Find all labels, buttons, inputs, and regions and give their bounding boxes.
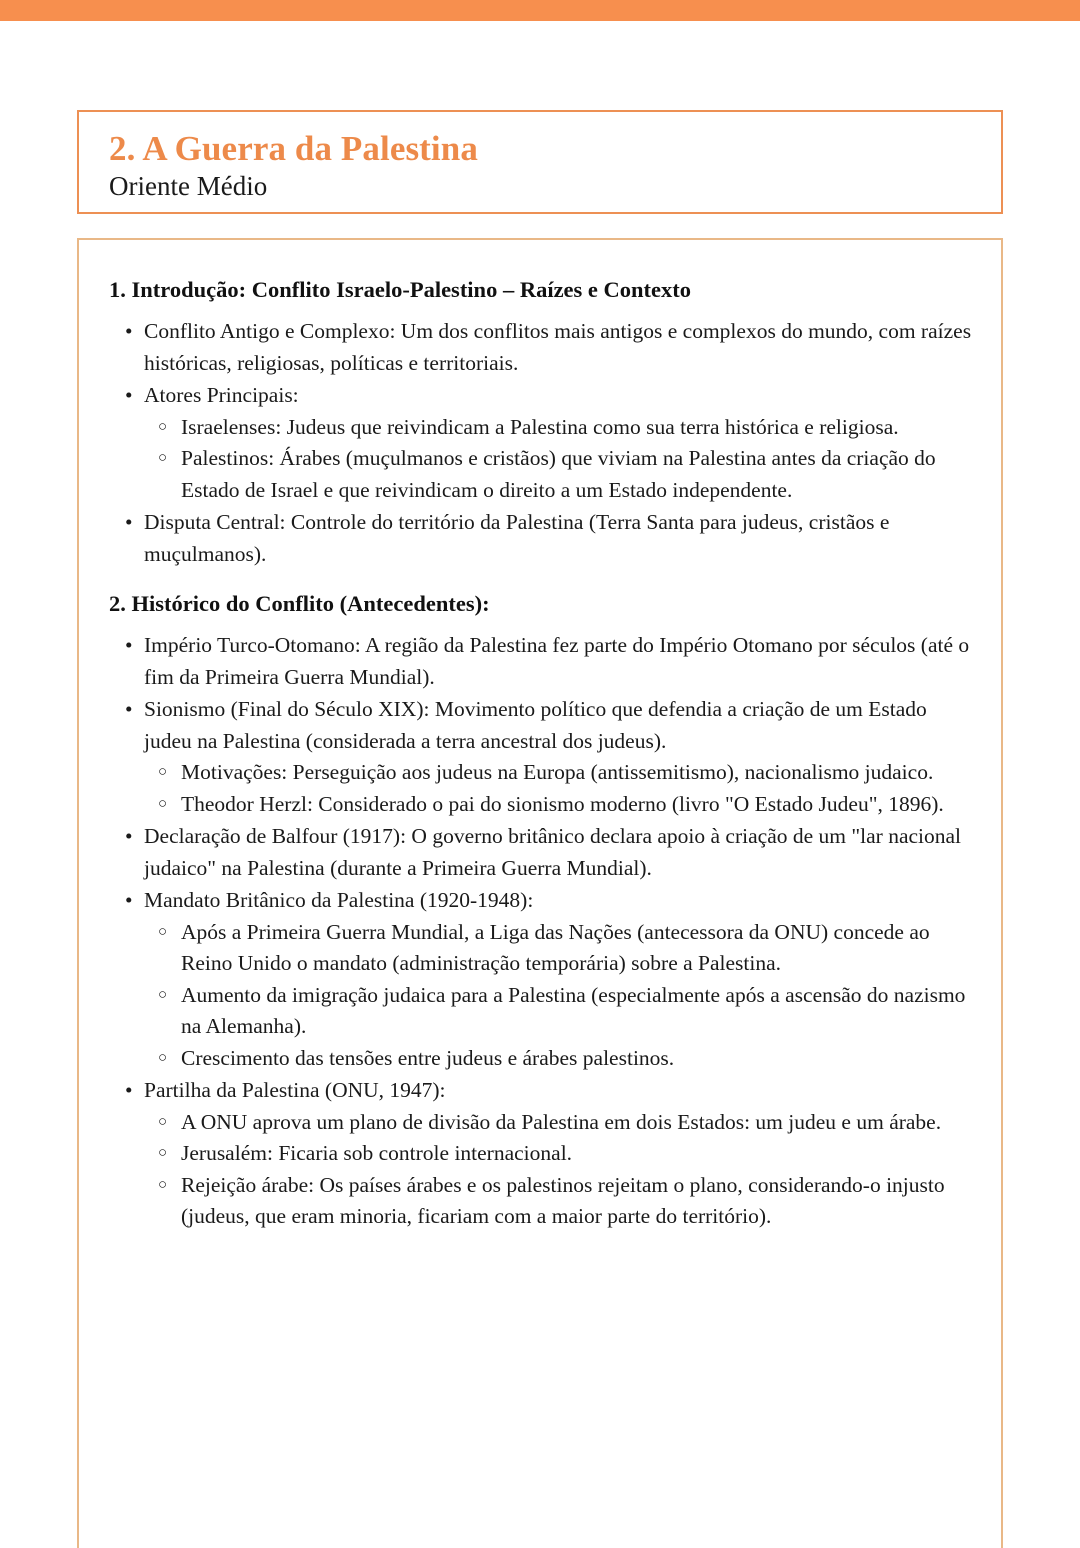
sub-bullet-marker-icon: ○ xyxy=(158,764,168,780)
bullet-list xyxy=(109,630,975,1233)
sub-list-item xyxy=(144,1170,975,1233)
bullet-marker-icon: • xyxy=(125,633,133,657)
list-item-text: Império Turco-Otomano: A região da Palestina fez parte do Império Otomano por séculos (até o fim da Primeira Guerra Mundial). xyxy=(144,633,970,689)
list-item xyxy=(109,630,975,693)
sub-list-item xyxy=(144,412,975,444)
sub-bullet-marker-icon: ○ xyxy=(158,1049,168,1066)
list-item xyxy=(109,316,975,379)
bullet-marker-icon: • xyxy=(125,824,133,848)
sub-bullet-marker-icon: ○ xyxy=(158,1113,168,1130)
sub-bullet-marker-icon: ○ xyxy=(158,1176,168,1193)
bullet-list xyxy=(109,316,975,570)
sub-bullet-list xyxy=(144,412,975,507)
sub-list-item xyxy=(144,1107,975,1139)
top-accent-bar xyxy=(0,0,1080,21)
bullet-marker-icon: • xyxy=(125,697,133,721)
list-item-text: Conflito Antigo e Complexo: Um dos conflitos mais antigos e complexos do mundo, com raízes históricas, religiosas, políticas e territoriais. xyxy=(144,319,972,375)
sub-bullet-list xyxy=(144,917,975,1075)
list-item-text: Partilha da Palestina (ONU, 1947): xyxy=(144,1078,446,1102)
sub-bullet-list xyxy=(144,757,975,820)
section-heading: 1. Introdução: Conflito Israelo-Palestino – Raízes e Contexto xyxy=(109,277,692,302)
section-heading: 2. Histórico do Conflito (Antecedentes): xyxy=(109,591,490,616)
section xyxy=(109,590,975,1233)
sub-list-item-text: Após a Primeira Guerra Mundial, a Liga das Nações (antecessora da ONU) concede ao Reino Unido o mandato (administração temporária) sobre a Palestina. xyxy=(181,919,930,975)
list-item xyxy=(109,821,975,884)
sub-list-item-text: Israelenses: Judeus que reivindicam a Palestina como sua terra histórica e religiosa. xyxy=(181,414,899,439)
sub-list-item xyxy=(144,443,975,506)
bullet-marker-icon: • xyxy=(125,319,133,343)
sub-bullet-marker-icon: ○ xyxy=(158,923,168,940)
sub-bullet-marker-icon: ○ xyxy=(158,450,168,466)
bullet-marker-icon: • xyxy=(125,510,133,534)
sub-list-item xyxy=(144,789,975,821)
sub-list-item xyxy=(144,980,975,1043)
document-content-card xyxy=(77,238,1003,1548)
document-header-card xyxy=(77,110,1003,214)
sub-list-item xyxy=(144,1043,975,1075)
bullet-marker-icon: • xyxy=(125,888,133,912)
sub-bullet-marker-icon: ○ xyxy=(158,418,168,435)
sub-bullet-marker-icon: ○ xyxy=(158,1145,168,1161)
sub-list-item-text: Aumento da imigração judaica para a Palestina (especialmente após a ascensão do nazismo na Alemanha). xyxy=(181,982,966,1038)
sub-list-item xyxy=(144,917,975,980)
list-item-text: Declaração de Balfour (1917): O governo britânico declara apoio à criação de um "lar nacional judaico" na Palestina (durante a Primeira Guerra Mundial). xyxy=(144,824,962,880)
list-item xyxy=(109,694,975,820)
sub-bullet-marker-icon: ○ xyxy=(158,986,168,1003)
sub-list-item-text: A ONU aprova um plano de divisão da Palestina em dois Estados: um judeu e um árabe. xyxy=(181,1109,942,1134)
sub-bullet-list xyxy=(144,1107,975,1233)
sub-list-item-text: Theodor Herzl: Considerado o pai do sionismo moderno (livro "O Estado Judeu", 1896). xyxy=(181,791,944,816)
list-item xyxy=(109,1075,975,1233)
sub-list-item xyxy=(144,757,975,789)
list-item xyxy=(109,507,975,570)
list-item xyxy=(109,885,975,1074)
sub-list-item-text: Palestinos: Árabes (muçulmanos e cristãos) que viviam na Palestina antes da criação do Estado de Israel e que reivindicam o direito a um Estado independente. xyxy=(181,446,936,502)
sub-list-item-text: Crescimento das tensões entre judeus e árabes palestinos. xyxy=(181,1045,675,1070)
sub-list-item-text: Jerusalém: Ficaria sob controle internacional. xyxy=(181,1141,573,1165)
sub-list-item-text: Motivações: Perseguição aos judeus na Europa (antissemitismo), nacionalismo judaico. xyxy=(181,760,934,784)
list-item-text: Sionismo (Final do Século XIX): Movimento político que defendia a criação de um Estado judeu na Palestina (considerada a terra ancestral dos judeus). xyxy=(144,697,927,753)
bullet-marker-icon: • xyxy=(125,1078,133,1102)
sub-list-item-text: Rejeição árabe: Os países árabes e os palestinos rejeitam o plano, considerando-o injusto (judeus, que eram minoria, ficariam com a maior parte do território). xyxy=(181,1172,945,1228)
list-item-text: Disputa Central: Controle do território da Palestina (Terra Santa para judeus, cristãos e muçulmanos). xyxy=(144,510,890,566)
list-item xyxy=(109,380,975,506)
sub-list-item xyxy=(144,1138,975,1170)
sections-container xyxy=(109,276,975,1233)
list-item-text: Atores Principais: xyxy=(144,383,299,407)
list-item-text: Mandato Britânico da Palestina (1920-1948): xyxy=(144,888,534,912)
page-subtitle: Oriente Médio xyxy=(109,171,268,201)
bullet-marker-icon: • xyxy=(125,383,133,407)
sub-bullet-marker-icon: ○ xyxy=(158,795,168,812)
page-title: 2. A Guerra da Palestina xyxy=(109,129,478,168)
section xyxy=(109,276,975,570)
